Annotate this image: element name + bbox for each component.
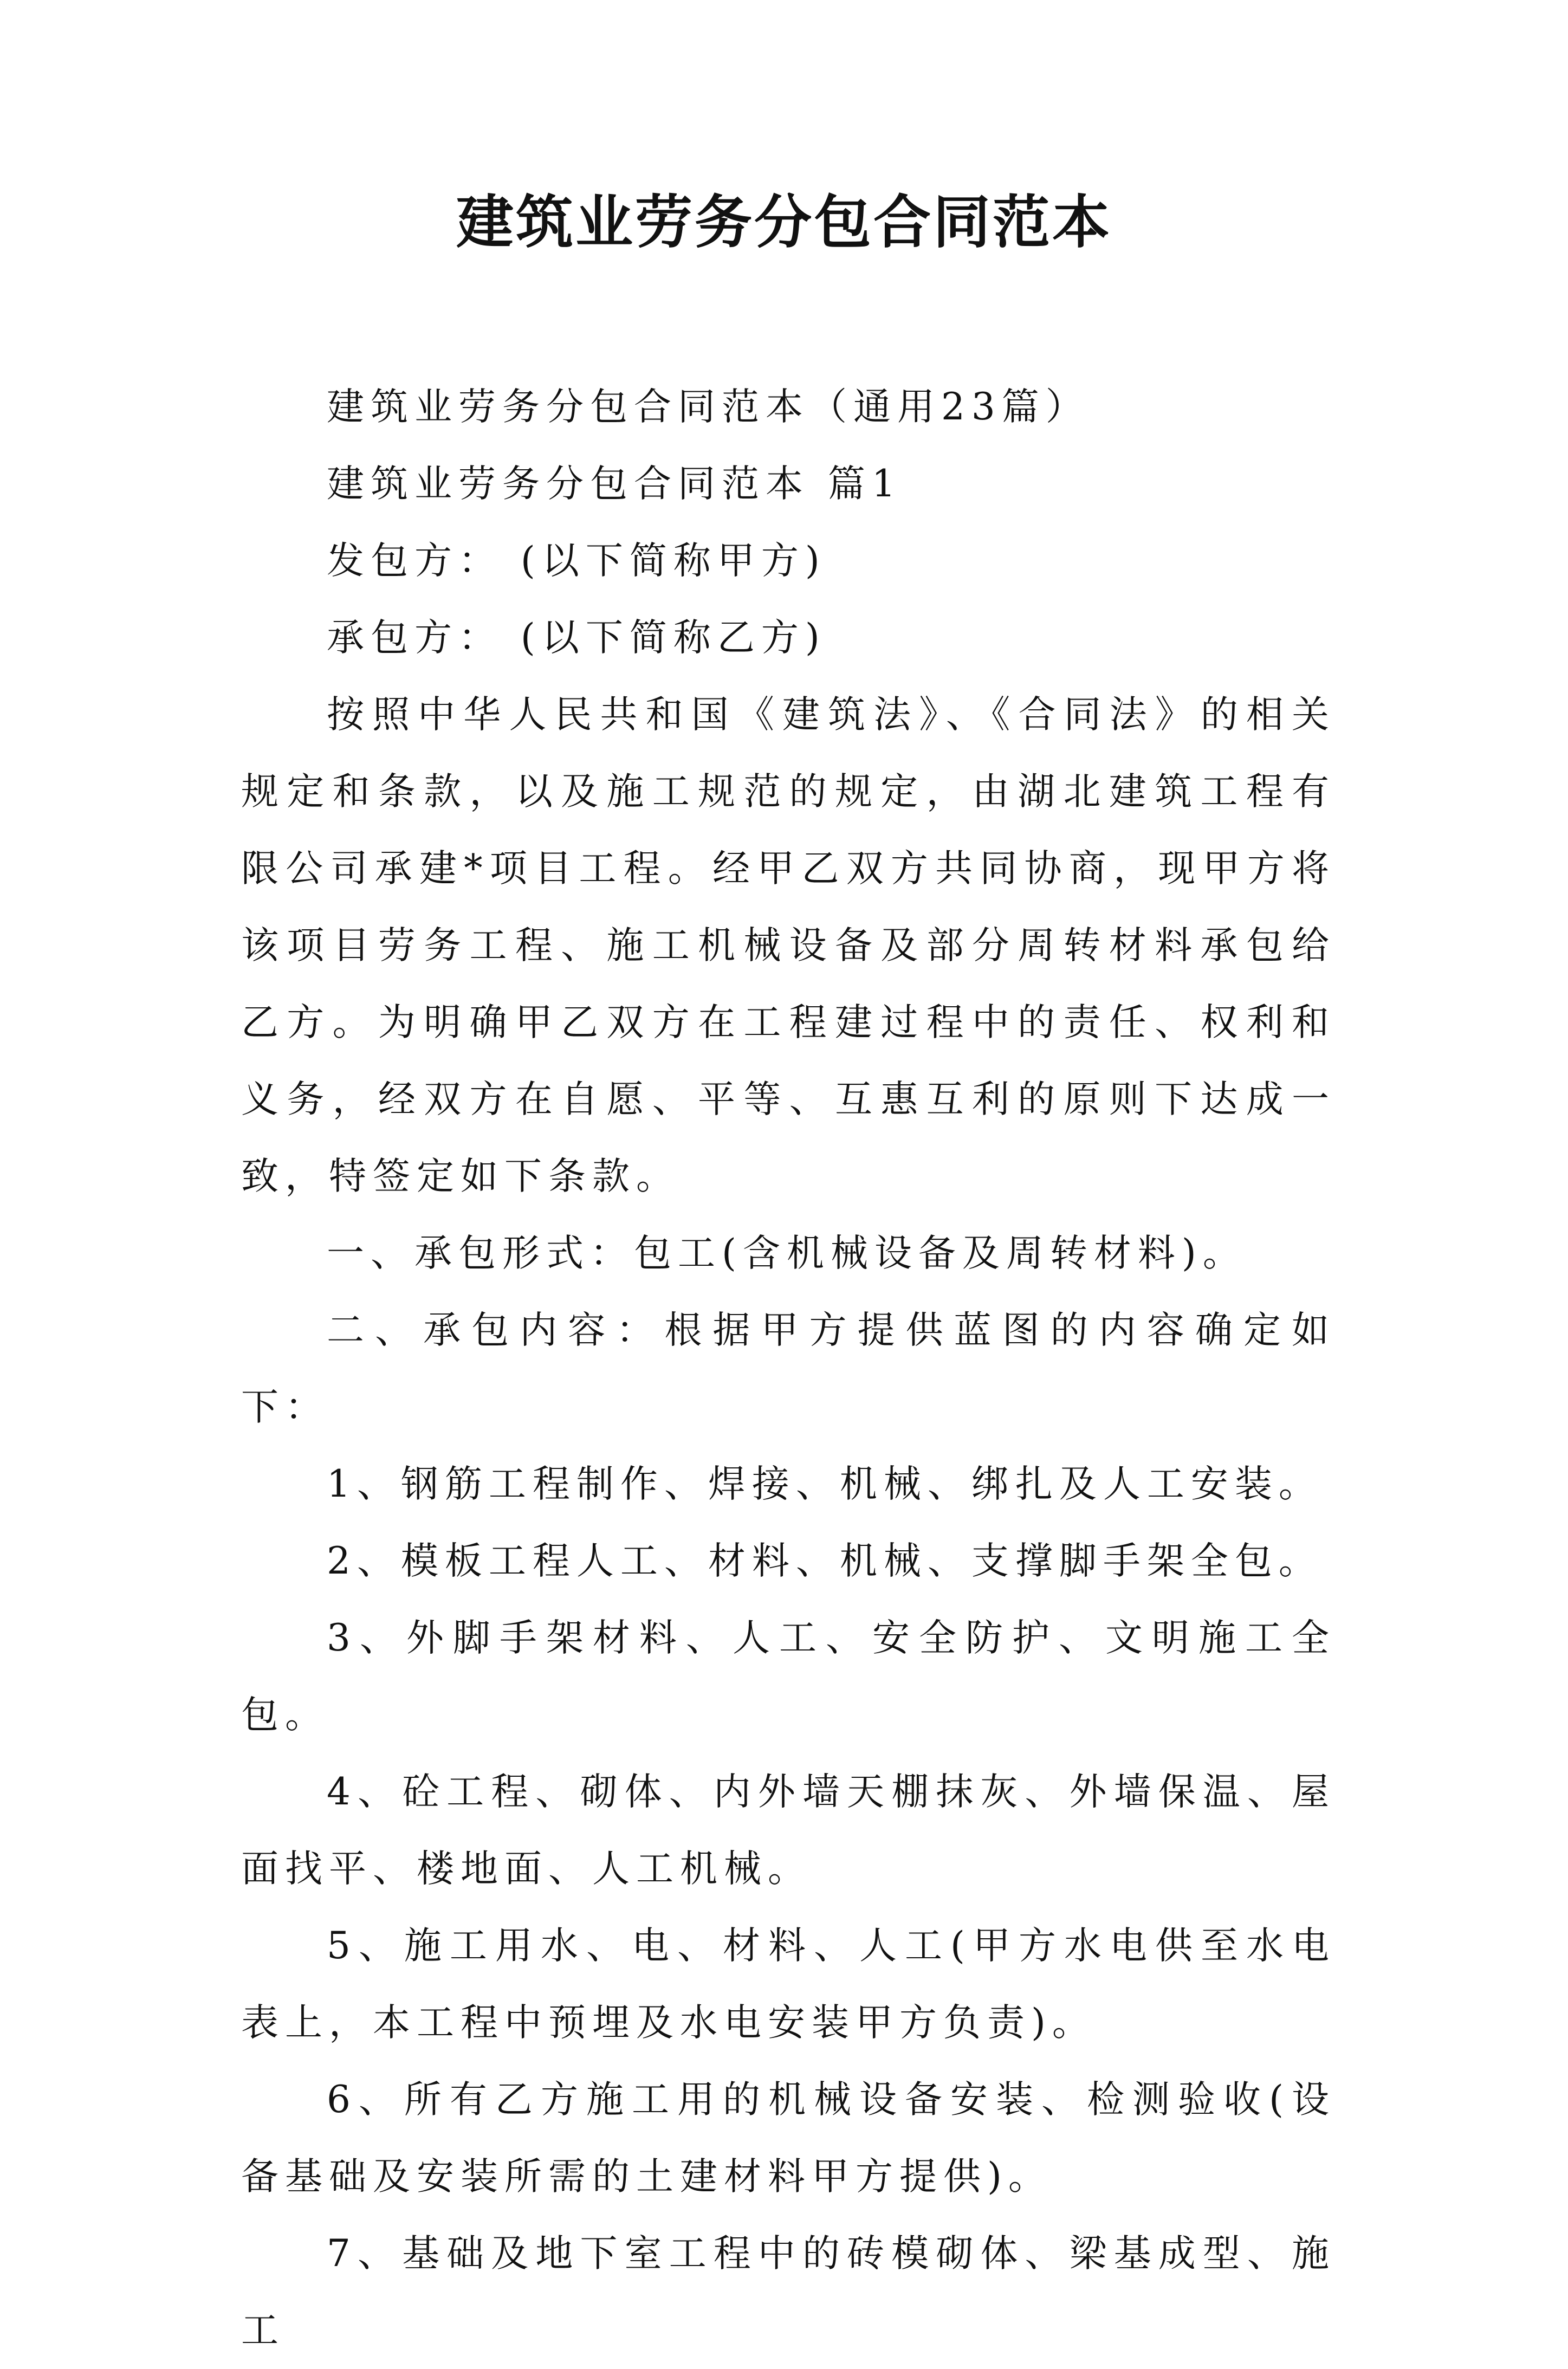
paragraph: 3、外脚手架材料、人工、安全防护、文明施工全包。 — [241, 1616, 1336, 1737]
paragraph: 6、所有乙方施工用的机械设备安装、检测验收(设备基础及安装所需的土建材料甲方提供)。 — [241, 2078, 1336, 2198]
paragraph: 二、承包内容：根据甲方提供蓝图的内容确定如下： — [241, 1309, 1336, 1429]
paragraph: 7、基础及地下室工程中的砖模砌体、梁基成型、施工 — [241, 2232, 1336, 2352]
paragraph: 发包方： (以下简称甲方) — [327, 539, 826, 582]
paragraph: 建筑业劳务分包合同范本 篇1 — [327, 462, 902, 506]
paragraph: 4、砼工程、砌体、内外墙天棚抹灰、外墙保温、屋面找平、楼地面、人工机械。 — [241, 1770, 1336, 1891]
paragraph: 1、钢筋工程制作、焊接、机械、绑扎及人工安装。 — [327, 1462, 1323, 1506]
paragraph: 按照中华人民共和国《建筑法》、《合同法》的相关规定和条款，以及施工规范的规定，由湖北建筑工程有限公司承建*项目工程。经甲乙双方共同协商，现甲方将该项目劳务工程、施工机械设备及部分周转材料承包给乙方。为明确甲乙双方在工程建过程中的责任、权利和义务，经双方在自愿、平等、互惠互利的原则下达成一致，特签定如下条款。 — [241, 693, 1336, 1198]
document-title: 建筑业劳务分包合同范本 — [456, 188, 1112, 256]
paragraph: 建筑业劳务分包合同范本（通用23篇） — [327, 385, 1090, 429]
document-body — [241, 368, 1336, 2369]
paragraph: 承包方： (以下简称乙方) — [327, 616, 826, 659]
paragraph: 一、承包形式：包工(含机械设备及周转材料)。 — [327, 1232, 1247, 1275]
paragraph: 5、施工用水、电、材料、人工(甲方水电供至水电表上，本工程中预埋及水电安装甲方负责)。 — [241, 1924, 1336, 2044]
paragraph: 2、模板工程人工、材料、机械、支撑脚手架全包。 — [327, 1539, 1323, 1583]
